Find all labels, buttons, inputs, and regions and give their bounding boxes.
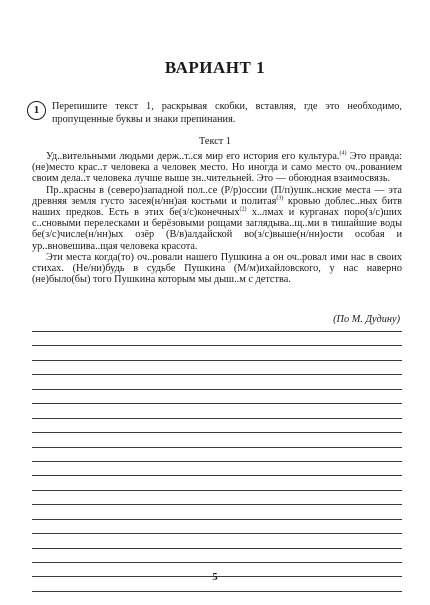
text-segment: Пр..красны в (северо)западной пол..се (Р/р)оссии (П/п)ушк..нские места — эта древняя земля густо засея(н/нн)ая костьми и политая [32,184,402,207]
answer-line[interactable] [32,403,402,404]
answer-line[interactable] [32,418,402,419]
answer-line[interactable] [32,331,402,332]
answer-line[interactable] [32,533,402,534]
text-segment: Уд..вительными людьми держ..т..ся мир его история его культура. [46,151,340,162]
text-attribution: (По М. Дудину) [333,314,400,325]
answer-line[interactable] [32,475,402,476]
footnote-marker: (2) [239,206,247,213]
task-number-circle: 1 [27,101,46,120]
task-instruction: Перепишите текст 1, раскрывая скобки, вставляя, где это необходимо, пропущенные буквы и знаки препинания. [52,101,402,125]
answer-line[interactable] [32,447,402,448]
answer-line[interactable] [32,345,402,346]
text-paragraph [32,185,402,252]
answer-line[interactable] [32,490,402,491]
answer-line[interactable] [32,591,402,592]
text-heading: Текст 1 [198,136,231,147]
text-paragraph [32,252,402,286]
answer-line[interactable] [32,432,402,433]
answer-line[interactable] [32,548,402,549]
footnote-marker: (3) [276,195,284,202]
answer-line[interactable] [32,562,402,563]
text-paragraph [32,151,402,185]
answer-line[interactable] [32,461,402,462]
text-segment: кровью доблес..ных битв наших предков. Есть в этих бе(з/с)конечных [32,195,403,219]
answer-line[interactable] [32,519,402,520]
text-segment: Это правда: (не)место крас..т человека а человек место. Но иногда и само место оч..рованием своим дела..т человека лучше выше зн..чительней. Это — обоюдная взаимосвязь. [32,151,402,185]
answer-lines [32,331,402,605]
variant-title: ВАРИАНТ 1 [164,58,266,77]
answer-line[interactable] [32,389,402,390]
exercise-text [32,151,402,285]
text-segment: Эти места когда(то) оч..ровали нашего Пушкина а он оч..ровал ими нас в своих стихах. (Не/ни)будь в судьбе Пушкина (М/м)ихайловского, у нас наверно (не)было(бы) того Пушкина которым мы дыш..м с детства. [32,251,402,286]
page-number: 5 [212,572,218,583]
footnote-marker: (4) [339,150,347,157]
text-segment: х..лмах и курганах поро(з/с)ших с..сновыми перелесками и берёзовыми рощами заглядыва..щ..ми в тишайшие воды бе(з/с)числе(н/нн)ых озёр (В/в)алдайской во(з/с)выше(н/нн)ости особая и ур..вновешива..щая человека красота. [32,207,403,252]
answer-line[interactable] [32,504,402,505]
answer-line[interactable] [32,360,402,361]
answer-line[interactable] [32,374,402,375]
